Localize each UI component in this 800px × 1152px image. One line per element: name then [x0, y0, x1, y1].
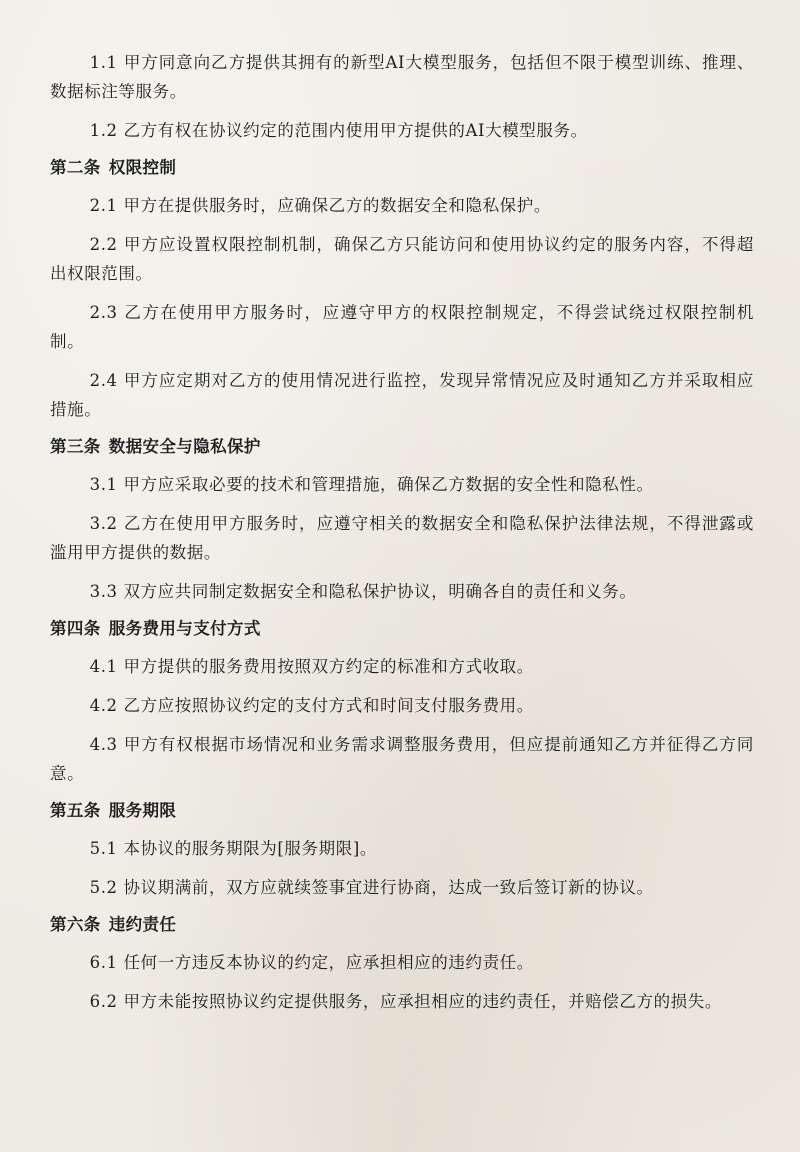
article-2-heading: [50, 155, 754, 181]
article-4-title: 服务费用与支付方式: [108, 619, 261, 638]
clause-4-2: 4.2 乙方应按照协议约定的支付方式和时间支付服务费用。: [89, 696, 534, 715]
clause-5-2: 5.2 协议期满前，双方应就续签事宜进行协商，达成一致后签订新的协议。: [89, 878, 654, 897]
clause-2-4: 2.4 甲方应定期对乙方的使用情况进行监控，发现异常情况应及时通知乙方并采取相应措施。: [50, 371, 754, 419]
article-3-title: 数据安全与隐私保护: [108, 437, 261, 456]
clause-4-1: 4.1 甲方提供的服务费用按照双方约定的标准和方式收取。: [89, 657, 534, 676]
article-5-heading: [50, 798, 754, 824]
article-4-number: 第四条: [50, 619, 101, 638]
clause-3-3: 3.3 双方应共同制定数据安全和隐私保护协议，明确各自的责任和义务。: [89, 582, 637, 601]
clause-1-2: 1.2 乙方有权在协议约定的范围内使用甲方提供的AI大模型服务。: [89, 121, 588, 140]
clause-3-1: 3.1 甲方应采取必要的技术和管理措施，确保乙方数据的安全性和隐私性。: [89, 475, 654, 494]
article-4-heading: [50, 616, 754, 642]
article-6-title: 违约责任: [108, 915, 177, 934]
clause-1-1: 1.1 甲方同意向乙方提供其拥有的新型AI大模型服务，包括但不限于模型训练、推理、数据标注等服务。: [50, 53, 754, 101]
clause-2-1: 2.1 甲方在提供服务时，应确保乙方的数据安全和隐私保护。: [89, 196, 551, 215]
article-3-number: 第三条: [50, 437, 101, 456]
article-2-number: 第二条: [50, 158, 101, 177]
article-6-number: 第六条: [50, 915, 101, 934]
clause-2-2: 2.2 甲方应设置权限控制机制，确保乙方只能访问和使用协议约定的服务内容，不得超出权限范围。: [50, 235, 754, 283]
article-5-title: 服务期限: [108, 801, 177, 820]
article-2-title: 权限控制: [108, 158, 177, 177]
clause-6-1: 6.1 任何一方违反本协议的约定，应承担相应的违约责任。: [89, 953, 534, 972]
article-3-heading: [50, 434, 754, 460]
clause-2-3: 2.3 乙方在使用甲方服务时，应遵守甲方的权限控制规定，不得尝试绕过权限控制机制。: [50, 303, 754, 351]
article-6-heading: [50, 912, 754, 938]
article-5-number: 第五条: [50, 801, 101, 820]
clause-4-3: 4.3 甲方有权根据市场情况和业务需求调整服务费用，但应提前通知乙方并征得乙方同意。: [50, 735, 754, 783]
clause-6-2: 6.2 甲方未能按照协议约定提供服务，应承担相应的违约责任，并赔偿乙方的损失。: [89, 992, 722, 1011]
clause-5-1: 5.1 本协议的服务期限为[服务期限]。: [89, 839, 377, 858]
clause-3-2: 3.2 乙方在使用甲方服务时，应遵守相关的数据安全和隐私保护法律法规，不得泄露或滥用甲方提供的数据。: [50, 514, 754, 562]
